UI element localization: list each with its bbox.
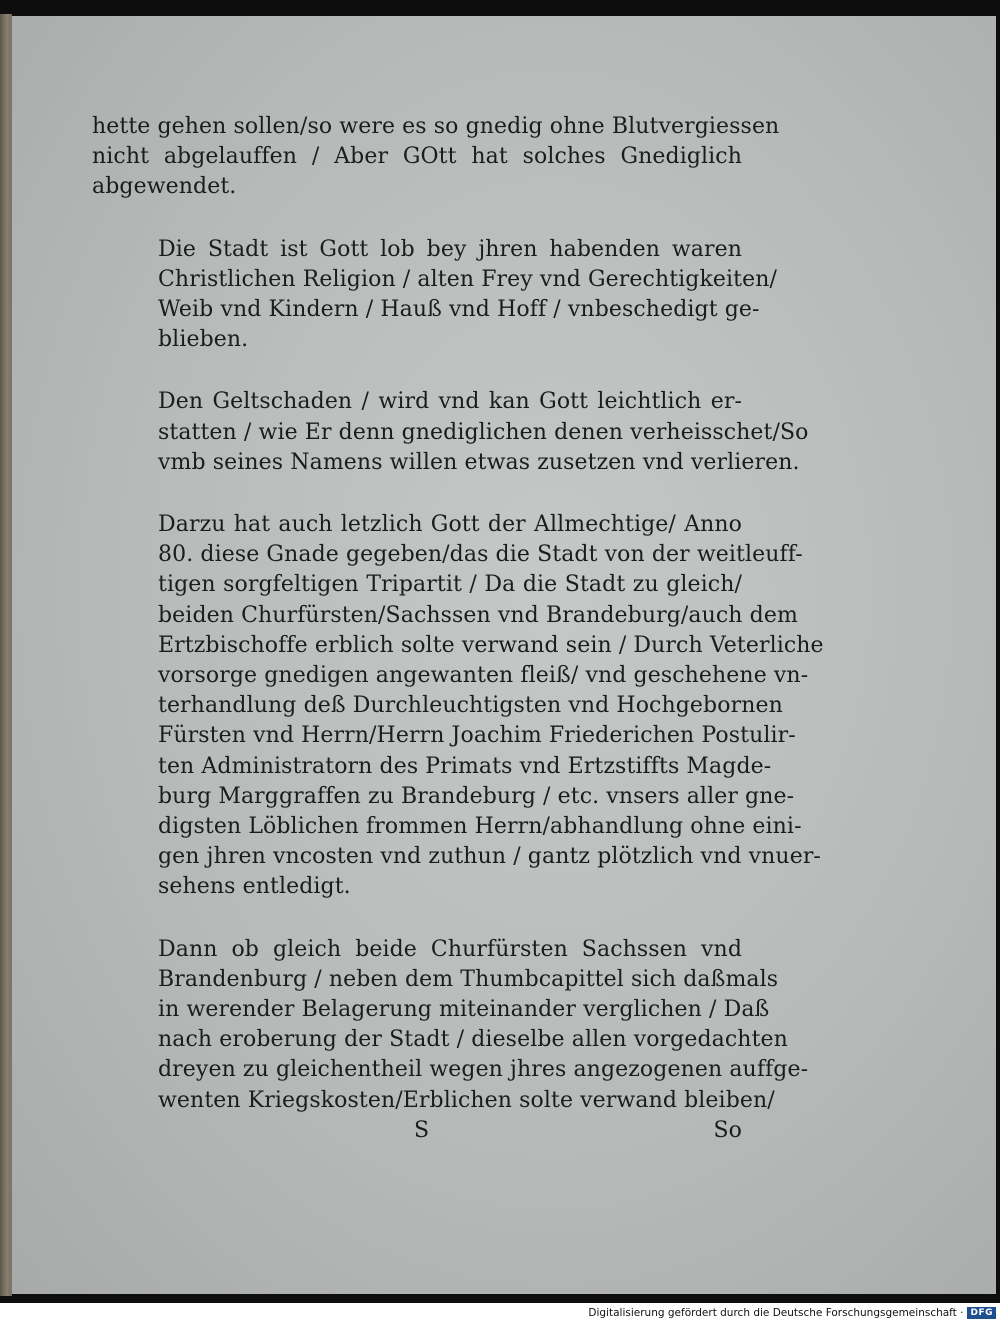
text-line: Weib vnd Kindern / Hauß vnd Hoff / vnbeschedigt ge- <box>158 297 760 323</box>
text-line: in werender Belagerung miteinander verglichen / Daß <box>158 997 770 1023</box>
text-line: Den Geltschaden / wird vnd kan Gott leichtlich er- <box>158 389 742 415</box>
text-line: wenten Kriegskosten/Erblichen solte verwand bleiben/ <box>158 1087 775 1113</box>
text-line: nach eroberung der Stadt / dieselbe allen vorgedachten <box>158 1027 788 1053</box>
text-line: beiden Churfürsten/Sachssen vnd Brandeburg/auch dem <box>158 602 798 628</box>
paragraph-gap <box>92 355 742 387</box>
book-page <box>10 16 996 1294</box>
page-text <box>92 112 824 1146</box>
paragraph <box>92 510 824 903</box>
paragraph-gap <box>92 903 742 935</box>
text-line: vorsorge gnedigen angewanten fleiß/ vnd geschehene vn- <box>158 663 809 689</box>
footer-credit: Digitalisierung gefördert durch die Deutsche Forschungsgemeinschaft · <box>588 1307 964 1319</box>
paragraph <box>92 112 780 203</box>
signature-mark: S <box>414 1117 430 1143</box>
text-line: ten Administratorn des Primats vnd Ertzstiffts Magde- <box>158 753 772 779</box>
text-line: Die Stadt ist Gott lob bey jhren habenden waren <box>158 236 742 262</box>
paragraph-gap <box>92 203 742 235</box>
paragraph <box>92 235 777 356</box>
text-line: digsten Löblichen frommen Herrn/abhandlung ohne eini- <box>158 814 802 840</box>
paragraph <box>92 935 809 1116</box>
text-line: gen jhren vncosten vnd zuthun / gantz plötzlich vnd vnuer- <box>158 844 821 870</box>
text-line: blieben. <box>158 327 249 353</box>
text-line: statten / wie Er denn gnediglichen denen verheisschet/So <box>158 419 809 445</box>
footer-credit-bar <box>0 1303 1000 1323</box>
text-line: abgewendet. <box>92 174 237 200</box>
text-line: Fürsten vnd Herrn/Herrn Joachim Friederichen Postulir- <box>158 723 796 749</box>
catchword: So <box>713 1117 742 1143</box>
text-line: terhandlung deß Durchleuchtigsten vnd Hochgebornen <box>158 693 783 719</box>
text-line: Darzu hat auch letzlich Gott der Allmechtige/ Anno <box>158 512 742 538</box>
text-line: nicht abgelauffen / Aber GOtt hat solches Gnediglich <box>92 144 742 170</box>
text-line: hette gehen sollen/so were es so gnedig ohne Blutvergiessen <box>92 114 780 139</box>
signature-catchword-line <box>92 1116 742 1146</box>
dfg-logo-icon: DFG <box>967 1307 996 1319</box>
text-line: burg Marggraffen zu Brandeburg / etc. vnsers aller gne- <box>158 783 795 809</box>
text-line: Dann ob gleich beide Churfürsten Sachssen vnd <box>158 936 742 962</box>
paragraph <box>92 387 809 478</box>
text-line: tigen sorgfeltigen Tripartit / Da die Stadt zu gleich/ <box>158 572 742 598</box>
text-line: Brandenburg / neben dem Thumbcapittel sich daßmals <box>158 966 779 992</box>
text-line: 80. diese Gnade gegeben/das die Stadt von der weitleuff- <box>158 542 803 568</box>
text-line: Ertzbischoffe erblich solte verwand sein / Durch Veterliche <box>158 632 824 658</box>
text-line: sehens entledigt. <box>158 874 351 900</box>
text-line: vmb seines Namens willen etwas zusetzen vnd verlieren. <box>158 449 800 475</box>
text-line: dreyen zu gleichentheil wegen jhres angezogenen auffge- <box>158 1057 809 1083</box>
paragraph-gap <box>92 478 742 510</box>
text-line: Christlichen Religion / alten Frey vnd Gerechtigkeiten/ <box>158 266 777 292</box>
